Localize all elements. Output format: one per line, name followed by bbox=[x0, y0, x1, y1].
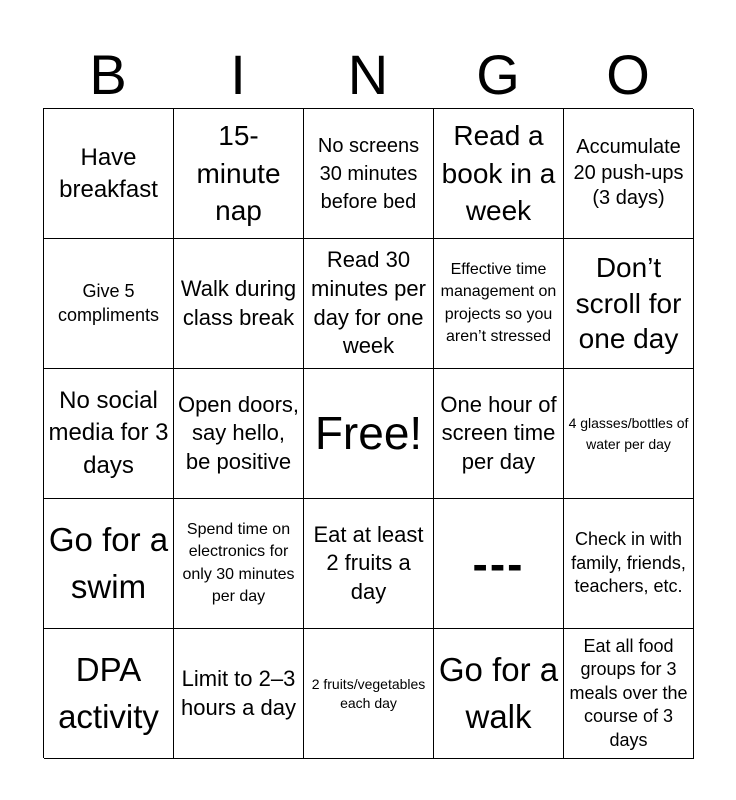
bingo-cell[interactable] bbox=[44, 239, 174, 369]
bingo-cell[interactable] bbox=[44, 499, 174, 629]
cell-text: No screens 30 minutes before bed bbox=[317, 134, 420, 213]
bingo-header bbox=[43, 44, 693, 106]
bingo-cell[interactable] bbox=[564, 239, 694, 369]
bingo-cell[interactable] bbox=[44, 109, 174, 239]
cell-text: Read a book in a week bbox=[441, 119, 556, 227]
bingo-cell[interactable] bbox=[304, 629, 434, 759]
header-letter-n: N bbox=[347, 43, 389, 106]
cell-text: Check in with family, friends, teachers, etc. bbox=[571, 529, 686, 597]
cell-text: --- bbox=[472, 537, 525, 590]
cell-text: Accumulate 20 push-ups (3 days) bbox=[573, 136, 684, 210]
cell-text: 4 glasses/bottles of water per day bbox=[568, 415, 689, 452]
cell-text: 15-minute nap bbox=[196, 119, 281, 227]
bingo-cell[interactable] bbox=[434, 109, 564, 239]
bingo-cell[interactable] bbox=[434, 239, 564, 369]
bingo-cell[interactable] bbox=[44, 629, 174, 759]
bingo-cell[interactable] bbox=[304, 239, 434, 369]
cell-text: Spend time on electronics for only 30 minutes per day bbox=[182, 520, 295, 605]
cell-text: Go for a swim bbox=[48, 521, 169, 605]
cell-text: No social media for 3 days bbox=[48, 386, 169, 479]
cell-text: Have breakfast bbox=[59, 144, 158, 203]
bingo-cell[interactable] bbox=[434, 499, 564, 629]
bingo-cell[interactable] bbox=[564, 629, 694, 759]
bingo-cell[interactable] bbox=[304, 499, 434, 629]
bingo-cell[interactable] bbox=[304, 109, 434, 239]
cell-text: Effective time management on projects so you aren’t stressed bbox=[440, 260, 557, 345]
bingo-cell[interactable] bbox=[564, 369, 694, 499]
bingo-cell[interactable] bbox=[174, 239, 304, 369]
bingo-cell[interactable] bbox=[564, 499, 694, 629]
cell-text: DPA activity bbox=[58, 651, 159, 735]
free-space-cell[interactable] bbox=[304, 369, 434, 499]
header-letter-g: G bbox=[476, 43, 520, 106]
bingo-cell[interactable] bbox=[174, 109, 304, 239]
bingo-cell[interactable] bbox=[174, 369, 304, 499]
cell-text: Eat at least 2 fruits a day bbox=[313, 521, 424, 604]
free-space-label: Free! bbox=[314, 406, 423, 459]
bingo-cell[interactable] bbox=[44, 369, 174, 499]
header-letter-o: O bbox=[606, 43, 650, 106]
bingo-cell[interactable] bbox=[564, 109, 694, 239]
cell-text: Eat all food groups for 3 meals over the course of 3 days bbox=[569, 636, 688, 750]
cell-text: Read 30 minutes per day for one week bbox=[311, 247, 426, 359]
cell-text: Give 5 compliments bbox=[57, 281, 160, 325]
cell-text: 2 fruits/vegetables each day bbox=[311, 676, 426, 711]
cell-text: Don’t scroll for one day bbox=[575, 251, 682, 355]
bingo-cell[interactable] bbox=[174, 499, 304, 629]
cell-text: One hour of screen time per day bbox=[440, 391, 557, 474]
header-letter-b: B bbox=[89, 43, 127, 106]
bingo-board bbox=[43, 108, 693, 758]
cell-text: Go for a walk bbox=[438, 651, 559, 735]
cell-text: Open doors, say hello, be positive bbox=[177, 391, 300, 474]
cell-text: Limit to 2–3 hours a day bbox=[181, 665, 296, 720]
header-letter-i: I bbox=[230, 43, 246, 106]
bingo-cell[interactable] bbox=[174, 629, 304, 759]
cell-text: Walk during class break bbox=[180, 275, 297, 330]
bingo-cell[interactable] bbox=[434, 369, 564, 499]
bingo-cell[interactable] bbox=[434, 629, 564, 759]
